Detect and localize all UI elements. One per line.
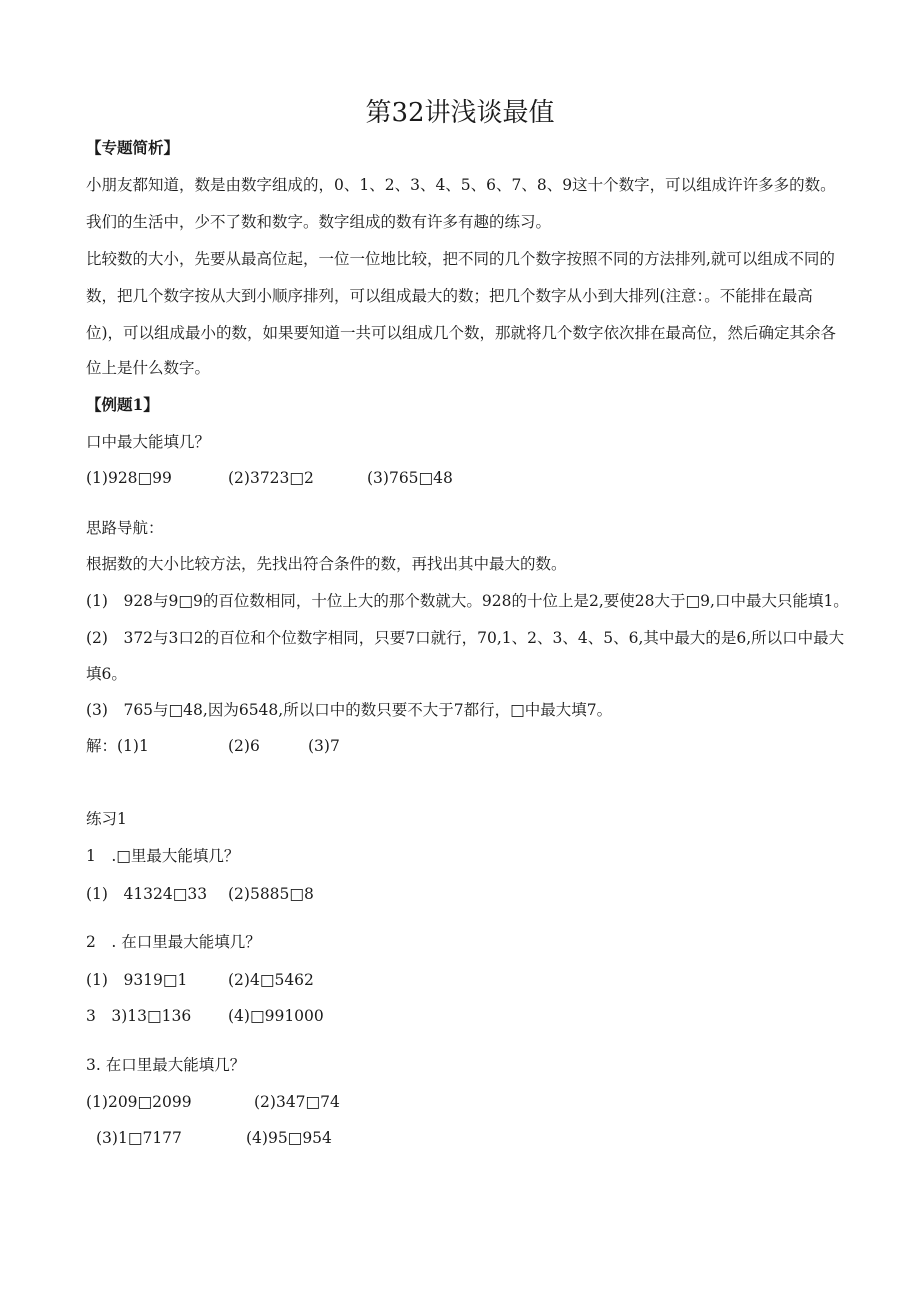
section-heading-intro: 【专题简析】	[86, 138, 180, 157]
practice-q1-item-1: (1) 41324□33	[86, 885, 208, 903]
section-heading-example: 【例题1】	[86, 395, 159, 414]
guide-text: 根据数的大小比较方法，先找出符合条件的数，再找出其中最大的数。	[86, 555, 567, 573]
example-question: 口中最大能填几？	[86, 433, 211, 451]
practice-q2-item-2: (2)4□5462	[228, 971, 314, 989]
practice-q2-item-1: (1) 9319□1	[86, 971, 188, 989]
practice-q3-item-2: (2)347□74	[254, 1093, 340, 1111]
solution-2-line-1: (2) 372与3口2的百位和个位数字相同，只要7口就行，70,1、2、3、4、5、6,其中最大的是6,所以口中最大	[86, 629, 845, 647]
practice-q3-item-3: (3)1□7177	[96, 1129, 182, 1147]
practice-heading: 练习1	[86, 810, 127, 828]
practice-q2-item-3: 3 3)13□136	[86, 1007, 192, 1025]
practice-question-1: 1 .□里最大能填几？	[86, 847, 240, 865]
guide-label: 思路导航：	[86, 519, 164, 537]
page-title: 第32讲浅谈最值	[365, 98, 555, 128]
answer-1: 解：(1)1	[86, 737, 149, 755]
practice-question-3: 3. 在口里最大能填几？	[86, 1056, 246, 1074]
solution-2-line-2: 填6。	[86, 665, 127, 683]
practice-q2-item-4: (4)□991000	[228, 1007, 324, 1025]
practice-question-2: 2 . 在口里最大能填几？	[86, 933, 261, 951]
intro-paragraph-1: 小朋友都知道，数是由数字组成的，0、1、2、3、4、5、6、7、8、9这十个数字，可以组成许许多多的数。	[86, 176, 836, 194]
answer-2: (2)6	[228, 737, 260, 755]
example-item-2: (2)3723□2	[228, 469, 314, 487]
example-item-1: (1)928□99	[86, 469, 172, 487]
intro-paragraph-3-line-4: 位上是什么数字。	[86, 359, 211, 377]
intro-paragraph-2: 我们的生活中，少不了数和数字。数字组成的数有许多有趣的练习。	[86, 213, 552, 231]
answer-3: (3)7	[308, 737, 340, 755]
intro-paragraph-3-line-1: 比较数的大小，先要从最高位起，一位一位地比较，把不同的几个数字按照不同的方法排列,就可以组成不同的	[86, 250, 835, 268]
solution-1: (1) 928与9□9的百位数相同，十位上大的那个数就大。928的十位上是2,要使28大于□9,口中最大只能填1。	[86, 592, 849, 610]
solution-3: (3) 765与□48,因为6548,所以口中的数只要不大于7都行，□中最大填7。	[86, 701, 613, 719]
practice-q3-item-4: (4)95□954	[246, 1129, 332, 1147]
intro-paragraph-3-line-2: 数，把几个数字按从大到小顺序排列，可以组成最大的数；把几个数字从小到大排列(注意：。不能排在最高	[86, 287, 813, 305]
practice-q1-item-2: (2)5885□8	[228, 885, 314, 903]
intro-paragraph-3-line-3: 位)，可以组成最小的数，如果要知道一共可以组成几个数，那就将几个数字依次排在最高位，然后确定其余各	[86, 324, 837, 342]
practice-q3-item-1: (1)209□2099	[86, 1093, 192, 1111]
example-item-3: (3)765□48	[367, 469, 453, 487]
